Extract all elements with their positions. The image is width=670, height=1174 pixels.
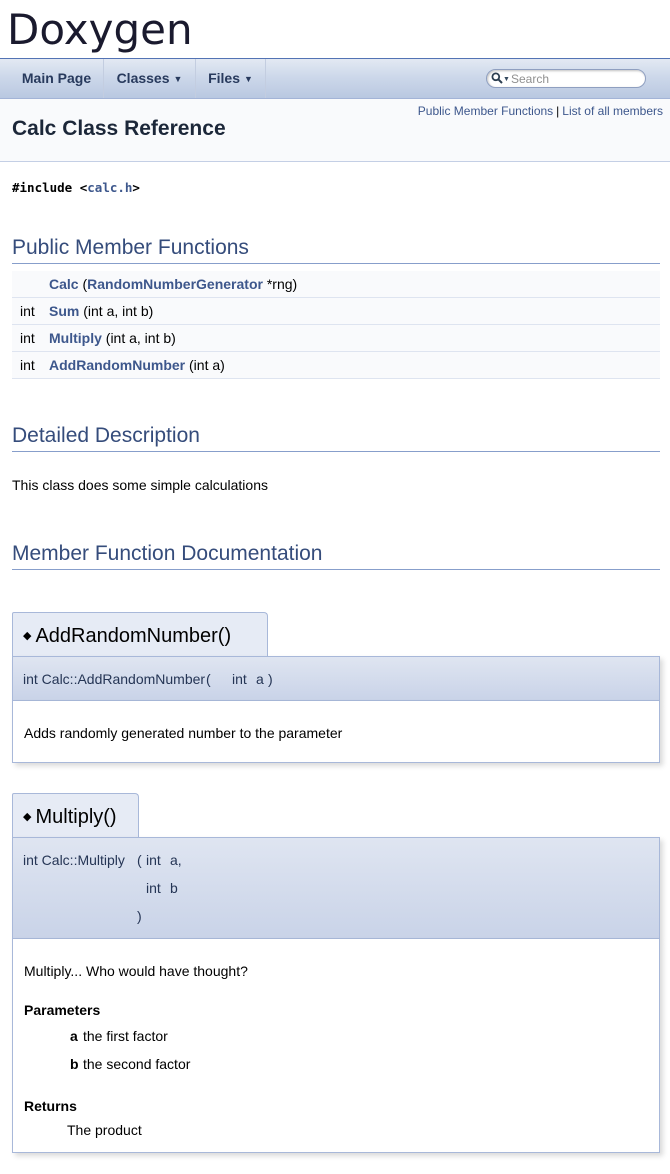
member-type: int [12,352,49,379]
member-type: int [12,298,49,325]
include-line [12,180,140,195]
nav-files[interactable] [196,59,266,98]
proto-paren-close: ) [137,908,142,924]
nav-classes[interactable] [104,59,196,98]
returns-heading: Returns [24,1098,77,1114]
param-desc: the second factor [83,1056,191,1072]
param-desc: the first factor [83,1028,168,1044]
param-name: b [70,1056,79,1072]
member-doc-heading: Member Function Documentation [12,542,660,570]
detailed-description-heading: Detailed Description [12,424,660,452]
diamond-icon: ◆ [23,811,32,823]
proto-paren-open: ( [137,852,142,868]
member-args: ( [78,276,88,292]
include-prefix: #include < [12,180,88,195]
nav-main-page[interactable] [10,59,104,98]
search-box [486,69,646,88]
proto-arg1-name: a, [170,852,182,868]
title-area [0,0,670,59]
member-link-rng-class[interactable]: RandomNumberGenerator [87,276,263,292]
memdoc-add-random-number [12,701,660,763]
project-name: Doxygen [7,5,193,54]
proto-paren-open: ( [206,671,211,687]
member-type [12,271,49,298]
memproto-add-random-number [12,656,660,701]
memproto-multiply [12,837,660,939]
member-args: (int a, int b) [101,330,176,346]
summary-link-public-functions[interactable]: Public Member Functions [417,104,554,118]
public-functions-heading: Public Member Functions [12,236,660,264]
page-title: Calc Class Reference [12,117,226,140]
detailed-description-text: This class does some simple calculations [12,477,268,493]
search-dropdown-icon: ▼ [503,76,510,83]
member-args: *rng) [262,276,298,292]
member-link-calc[interactable]: Calc [49,276,79,292]
proto-arg-name: a [256,671,264,687]
chevron-down-icon: ▼ [173,74,183,84]
memtitle-multiply [12,793,139,837]
memdoc-text: Multiply... Who would have thought? [24,963,248,979]
diamond-icon: ◆ [23,630,32,642]
proto-paren-close: ) [268,671,273,687]
member-link-add-random-number[interactable]: AddRandomNumber [49,357,186,373]
nav-files-label: Files [208,70,240,86]
member-signature [49,325,660,352]
member-signature [49,271,660,298]
memdoc-text: Adds randomly generated number to the parameter [24,725,343,741]
nav-classes-label: Classes [116,70,170,86]
proto-arg2-type: int [146,880,161,896]
include-suffix: > [132,180,140,195]
proto-arg2-name: b [170,880,178,896]
memdoc-multiply [12,939,660,1153]
chevron-down-icon: ▼ [243,74,253,84]
memtitle-label: AddRandomNumber() [35,625,232,647]
search-icon[interactable] [491,71,510,85]
member-signature [49,352,660,379]
param-name: a [70,1028,78,1044]
table-row [12,352,660,379]
proto-arg-type: int [232,671,247,687]
proto-arg1-type: int [146,852,161,868]
member-args: (int a, int b) [79,303,154,319]
proto-name: int Calc::Multiply [23,852,125,868]
nav-main-page-label: Main Page [21,70,92,86]
navbar [0,59,670,99]
table-row [12,298,660,325]
table-row [12,271,660,298]
proto-name: int Calc::AddRandomNumber [23,671,206,687]
member-type: int [12,325,49,352]
summary-links [418,104,663,118]
include-file-link[interactable]: calc.h [87,180,133,195]
member-args: (int a) [185,357,225,373]
summary-link-all-members[interactable]: List of all members [562,104,663,118]
member-link-sum[interactable]: Sum [49,303,80,319]
params-heading: Parameters [24,1002,101,1018]
memtitle-label: Multiply() [35,806,117,828]
memtitle-add-random-number [12,612,268,656]
table-row [12,325,660,352]
member-link-multiply[interactable]: Multiply [49,330,102,346]
member-function-table [12,271,660,379]
page-header [0,99,670,162]
summary-separator: | [556,104,560,118]
returns-text: The product [67,1122,142,1138]
search-input[interactable] [511,70,637,87]
member-signature [49,298,660,325]
